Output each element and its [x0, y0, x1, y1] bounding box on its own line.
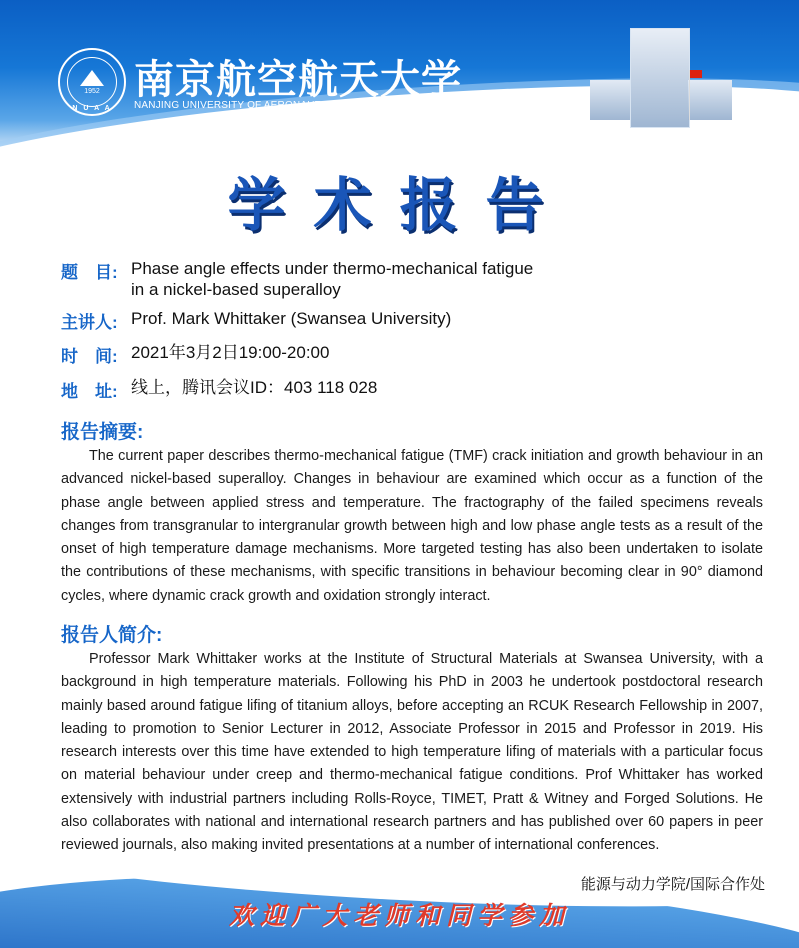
time-row — [61, 342, 329, 367]
header-banner — [0, 0, 799, 150]
time-value: 2021年3月2日19:00-20:00 — [131, 343, 330, 362]
logo-abbr: N U A A — [72, 105, 112, 112]
place-label: 地 址: — [61, 382, 118, 401]
building-wing-right — [688, 80, 732, 120]
logo-year: 1952 — [84, 87, 100, 95]
topic-value — [131, 258, 533, 300]
page-title: 学术报告 — [227, 171, 572, 239]
welcome-slogan: 欢迎广大老师和同学参加 — [228, 901, 570, 930]
university-logo — [58, 48, 126, 116]
pagoda-icon — [80, 70, 104, 86]
place-value: 线上，腾讯会议ID：403 118 028 — [131, 378, 378, 397]
topic-line-2: in a nickel-based superalloy — [131, 280, 341, 299]
speaker-value: Prof. Mark Whittaker (Swansea University) — [131, 309, 452, 328]
building-image — [630, 28, 690, 128]
speaker-row — [61, 308, 451, 333]
topic-label: 题 目: — [61, 263, 118, 282]
speaker-label: 主讲人: — [61, 313, 118, 332]
place-row — [61, 377, 377, 402]
bio-heading: 报告人简介: — [61, 625, 163, 646]
university-name-en: NANJING UNIVERSITY OF AERONAUTICS AND ASTRONAUTICS — [134, 100, 446, 111]
building-wing-left — [590, 80, 634, 120]
organizer: 能源与动力学院/国际合作处 — [580, 876, 765, 893]
university-name-cn: 南京航空航天大学 — [134, 56, 462, 103]
abstract-text: The current paper describes thermo-mechanical fatigue (TMF) crack initiation and growth behaviour in an advanced nickel-based superalloy. Changes in behaviour are examined which occur as a function of the phase angle between applied stress and temperature. The fractography of the failed specimens reveals changes from transgranular to intergranular growth between high and low phase angle tests as a result of the onset of high temperature damage mechanisms. More targeted testing has also been undertaken to isolate the contributions of these mechanisms, with specific transitions in behaviour becoming clear in 90° diamond cycles, where dynamic crack growth and oxidation strongly interact. — [61, 448, 763, 604]
flag-icon — [690, 70, 702, 78]
abstract-heading: 报告摘要: — [61, 422, 144, 443]
bio-text: Professor Mark Whittaker works at the Institute of Structural Materials at Swansea University, with a background in high temperature materials. Following his PhD in 2003 he undertook postdoctoral research mainly based around fatigue lifing of titanium alloys, before accepting an RCUK Research Fellowship in 2007, leading to promotion to Senior Lecturer in 2012, Associate Professor in 2015 and Professor in 2019. His research interests over this time have extended to high temperature lifing of materials with a particular focus on material behaviour under creep and thermo-mechanical fatigue conditions. Prof Whittaker has worked extensively with industrial partners including Rolls-Royce, TIMET, Pratt & Witney and Forged Solutions. He also collaborates with national and international research partners and has published over 60 papers in peer reviewed journals, also making invited presentations at a number of international conferences. — [61, 651, 763, 854]
time-label: 时 间: — [61, 347, 118, 366]
topic-row — [61, 258, 533, 300]
topic-line-1: Phase angle effects under thermo-mechanical fatigue — [131, 259, 534, 278]
